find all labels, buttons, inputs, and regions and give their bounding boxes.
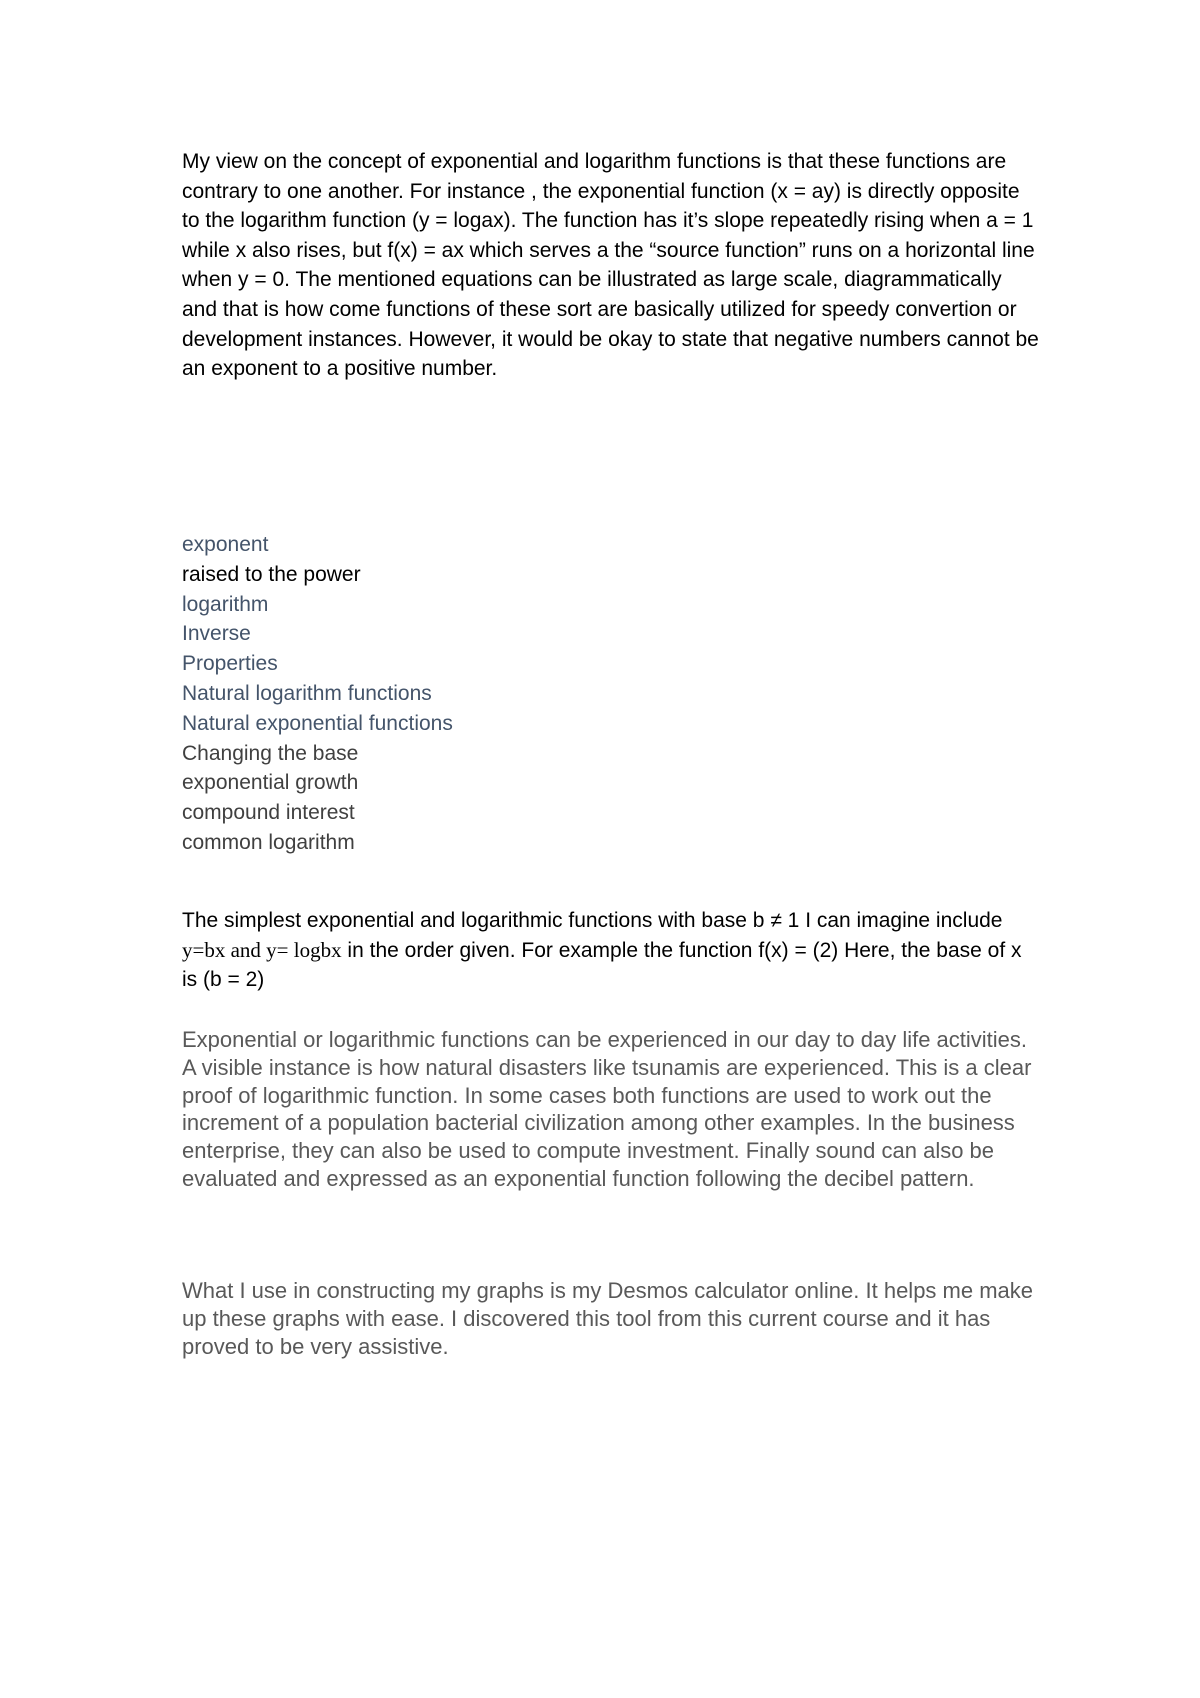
paragraph-exponential-logarithm-view: My view on the concept of exponential and logarithm functions is that these functions are contrary to one another. For instance , the exponential function (x = ay) is directly opposite to the logarithm function (y = logax). The function has it’s slope repeatedly rising when a = 1 while x also rises, but f(x) = ax which serves a the “source function” runs on a horizontal line when y = 0. The mentioned equations can be illustrated as large scale, diagrammatically and that is how come functions of these sort are basically utilized for speedy convertion or development instances. However, it would be okay to state that negative numbers cannot be an exponent to a positive number. [182, 150, 1039, 381]
paragraph-real-life-applications: Exponential or logarithmic functions can be experienced in our day to day life activities. A visible instance is how natural disasters like tsunamis are experienced. This is a clear proof of logarithmic function. In some cases both functions are used to work out the increment of a population bacterial civilization among other examples. In the business enterprise, they can also be used to compute investment. Finally sound can also be evaluated and expressed as an exponential function following the decibel pattern. [182, 1027, 1032, 1191]
paragraph-simplest-functions [182, 906, 1042, 995]
paragraph-simplest-functions-text-2: in the order given. For example the function f(x) = (2) Here, the base of x is (b = 2) [182, 938, 1022, 992]
keyword-item: raised to the power [182, 562, 361, 586]
keyword-item: common logarithm [182, 830, 355, 854]
keyword-item: Natural logarithm functions [182, 681, 432, 705]
keyword-item: Inverse [182, 622, 251, 646]
formula-text: y=bx and y= logbx [182, 937, 342, 962]
keyword-item: compound interest [182, 801, 355, 825]
keyword-item: Natural exponential functions [182, 711, 453, 735]
keyword-item: exponent [182, 533, 269, 556]
keyword-item: Properties [182, 652, 278, 676]
keyword-item: logarithm [182, 592, 269, 616]
paragraph-graphing-tool: What I use in constructing my graphs is my Desmos calculator online. It helps me make up these graphs with ease. I discovered this tool from this current course and it has proved to be very assistive. [182, 1278, 1034, 1359]
keyword-list [182, 530, 453, 858]
keyword-item: Changing the base [182, 741, 359, 765]
paragraph-simplest-functions-text-1: The simplest exponential and logarithmic functions with base b ≠ 1 I can imagine include [182, 909, 1003, 932]
keyword-item: exponential growth [182, 771, 359, 795]
